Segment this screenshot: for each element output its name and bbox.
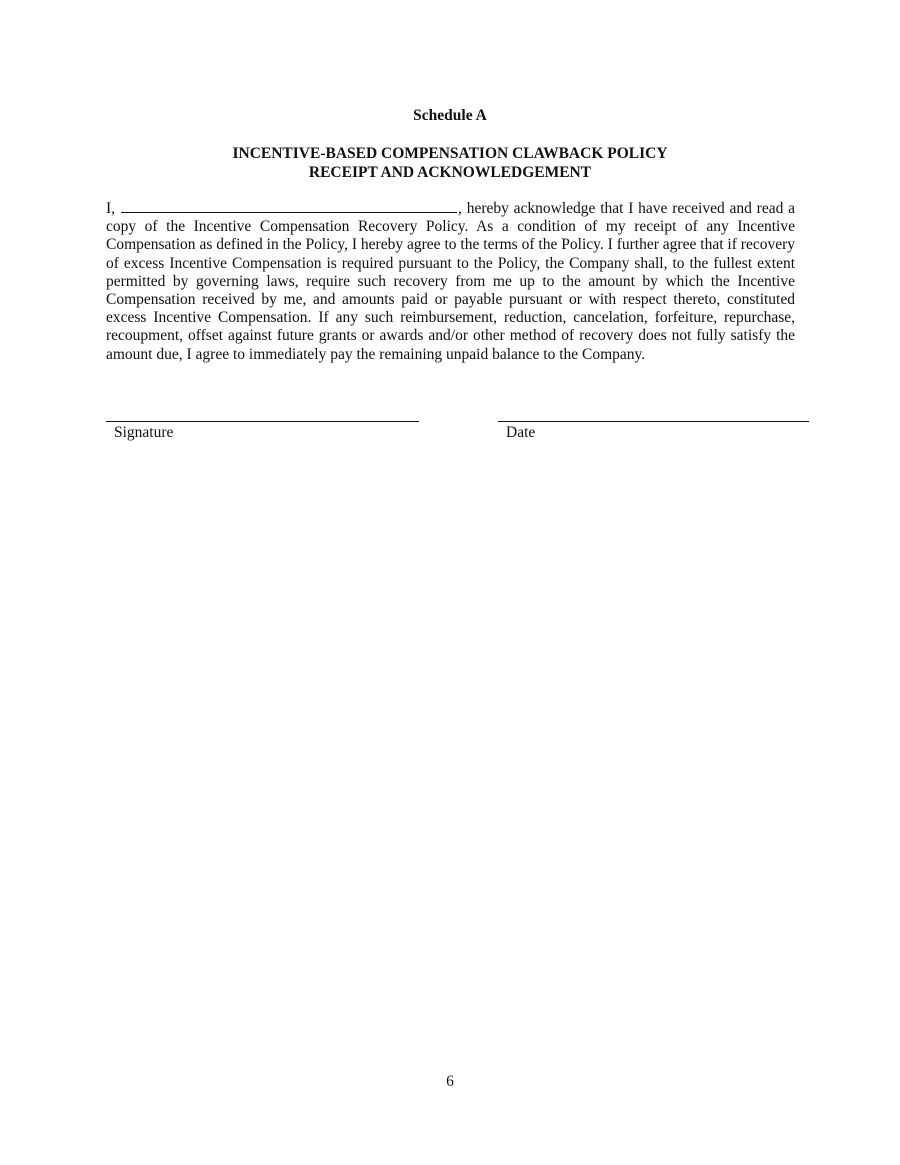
page-number: 6 xyxy=(446,1073,454,1090)
signature-line xyxy=(106,421,419,422)
acknowledgement-prefix: I, xyxy=(106,200,116,217)
policy-title-line-1: INCENTIVE-BASED COMPENSATION CLAWBACK POLICY xyxy=(232,145,668,162)
signature-label: Signature xyxy=(114,424,174,441)
date-line xyxy=(498,421,809,422)
schedule-title: Schedule A xyxy=(413,107,487,124)
signature-block xyxy=(106,421,419,442)
acknowledgement-body: , hereby acknowledge that I have received and read a copy of the Incentive Compensation Recovery Policy. As a condition of my receipt of any Incentive Compensation as defined in the Policy, I hereby agree to the terms of the Policy. I further agree that if recovery of excess Incentive Compensation is required pursuant to the Policy, the Company shall, to the fullest extent permitted by governing laws, require such recovery from me up to the amount by which the Incentive Compensation received by me, and amounts paid or payable pursuant or with respect thereto, constituted excess Incentive Compensation. If any such reimbursement, reduction, cancelation, forfeiture, repurchase, recoupment, offset against future grants or awards and/or other method of recovery does not fully satisfy the amount due, I agree to immediately pay the remaining unpaid balance to the Company. xyxy=(106,200,795,363)
policy-title-line-2: RECEIPT AND ACKNOWLEDGEMENT xyxy=(308,164,592,181)
date-label: Date xyxy=(506,424,536,441)
date-block xyxy=(498,421,809,442)
name-blank-line xyxy=(121,199,457,213)
acknowledgement-paragraph xyxy=(106,199,795,364)
policy-title xyxy=(0,144,900,182)
